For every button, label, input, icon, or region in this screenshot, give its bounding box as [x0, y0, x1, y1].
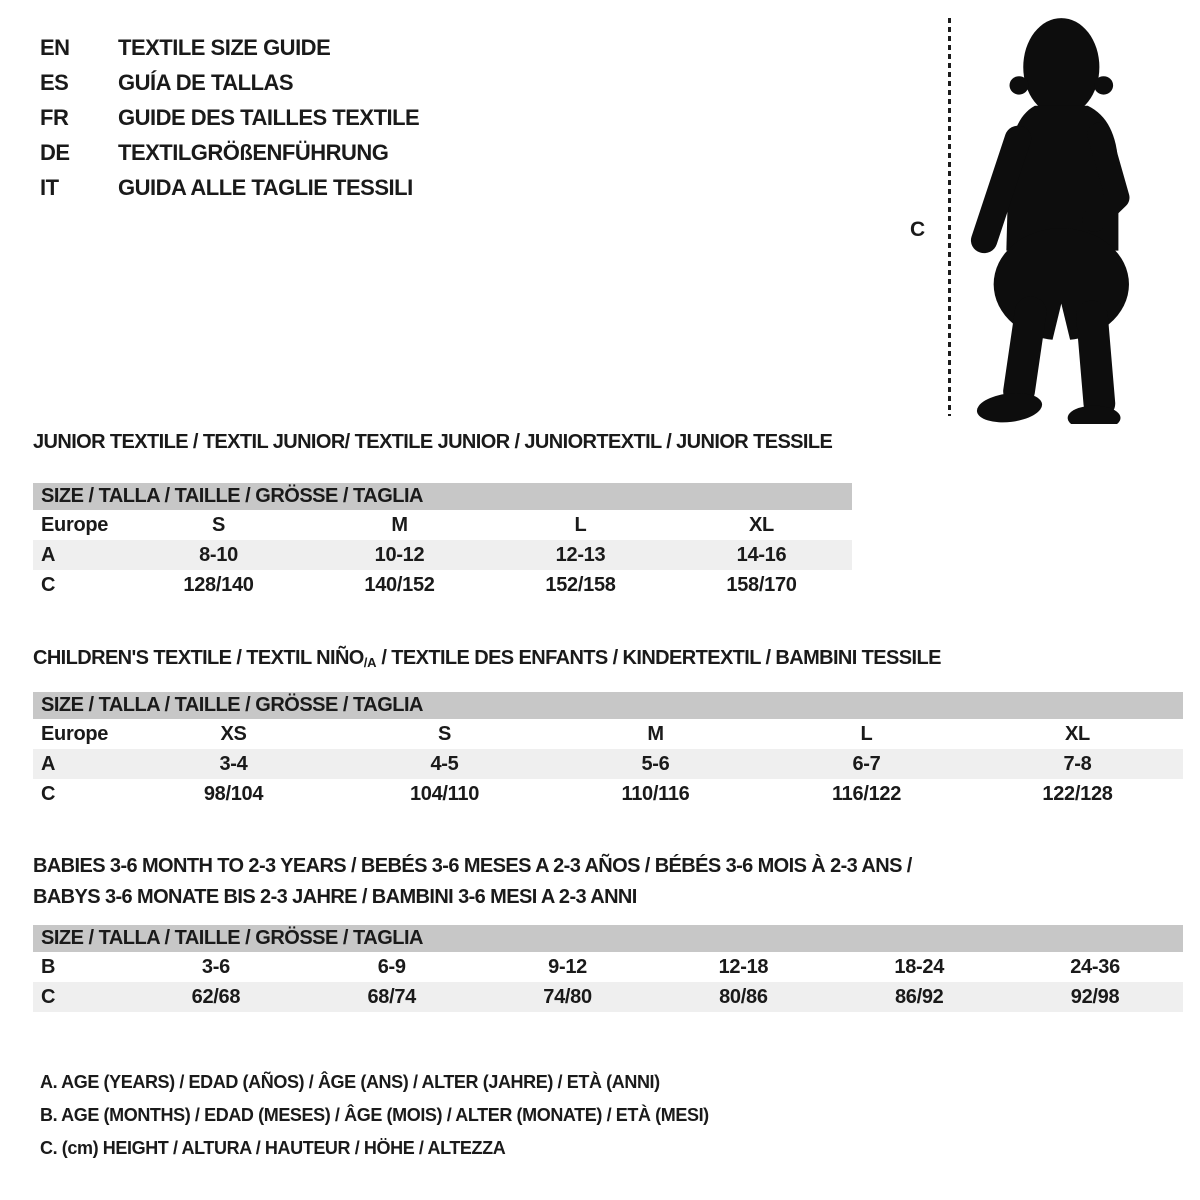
title-line-1: BABIES 3-6 MONTH TO 2-3 YEARS / BEBÉS 3-6 MESES A 2-3 AÑOS / BÉBÉS 3-6 MOIS À 2-3 ANS /: [33, 855, 912, 877]
cell: 12-13: [490, 540, 671, 570]
cell: 62/68: [128, 982, 304, 1012]
row-label: Europe: [41, 722, 109, 745]
language-code: IT: [40, 174, 59, 200]
size-header-row: [33, 483, 852, 510]
cell: 7-8: [972, 749, 1183, 779]
language-code: ES: [40, 69, 69, 95]
toddler-silhouette-icon: [963, 14, 1148, 424]
language-title-list: [40, 30, 419, 205]
size-header-bar: SIZE / TALLA / TAILLE / GRÖSSE / TAGLIA: [33, 692, 1183, 719]
children-section-title: [33, 647, 1183, 674]
junior-section-title: JUNIOR TEXTILE / TEXTIL JUNIOR/ TEXTILE JUNIOR / JUNIORTEXTIL / JUNIOR TESSILE: [33, 431, 833, 453]
table-row-age: [33, 540, 852, 570]
row-label: C: [33, 982, 128, 1012]
table-row-age: [33, 749, 1183, 779]
language-code: FR: [40, 104, 69, 130]
cell: 8-10: [128, 540, 309, 570]
legend-line-c: C. (cm) HEIGHT / ALTURA / HAUTEUR / HÖHE / ALTEZZA: [40, 1138, 506, 1158]
table-row-height: [33, 570, 852, 600]
guide-title: GUIDA ALLE TAGLIE TESSILI: [118, 174, 413, 200]
title-part: / TEXTILE DES ENFANTS / KINDERTEXTIL / BAMBINI TESSILE: [376, 647, 941, 669]
language-row-de: [40, 135, 419, 170]
cell: 104/110: [409, 782, 480, 805]
language-code: DE: [40, 139, 70, 165]
legend: [40, 1066, 709, 1165]
cell: 4-5: [339, 749, 550, 779]
size-header-row: [33, 692, 1183, 719]
cell: 74/80: [480, 982, 656, 1012]
cell: 80/86: [655, 982, 831, 1012]
table-row-months: [33, 952, 1183, 982]
cell: 152/158: [545, 573, 616, 596]
legend-line-b: B. AGE (MONTHS) / EDAD (MESES) / ÂGE (MOIS) / ALTER (MONATE) / ETÀ (MESI): [40, 1105, 709, 1125]
cell: L: [860, 722, 873, 745]
guide-title: TEXTILE SIZE GUIDE: [118, 34, 331, 60]
babies-textile-section: [33, 851, 1183, 1012]
cell: 3-4: [128, 749, 339, 779]
row-label: B: [41, 955, 56, 978]
row-label: Europe: [41, 513, 109, 536]
cell: XL: [1065, 722, 1090, 745]
cell: 116/122: [831, 782, 902, 805]
title-line-2: BABYS 3-6 MONATE BIS 2-3 JAHRE / BAMBINI 3-6 MESI A 2-3 ANNI: [33, 886, 637, 908]
row-label: A: [33, 749, 128, 779]
size-header-row: [33, 925, 1183, 952]
cell: 86/92: [831, 982, 1007, 1012]
guide-title: GUÍA DE TALLAS: [118, 69, 294, 95]
language-row-fr: [40, 100, 419, 135]
table-row-height: [33, 982, 1183, 1012]
language-row-es: [40, 65, 419, 100]
children-textile-section: [33, 647, 1183, 809]
guide-title: TEXTILGRÖßENFÜHRUNG: [118, 139, 389, 165]
height-dashed-line: [948, 18, 951, 416]
cell: 9-12: [548, 955, 587, 978]
cell: S: [437, 722, 452, 745]
language-row-it: [40, 170, 419, 205]
cell: 6-9: [377, 955, 406, 978]
cell: 5-6: [550, 749, 761, 779]
cell: M: [647, 722, 664, 745]
table-row-europe: [33, 719, 1183, 749]
cell: XL: [749, 513, 774, 536]
guide-title: GUIDE DES TAILLES TEXTILE: [118, 104, 420, 130]
cell: 122/128: [1042, 782, 1113, 805]
cell: XS: [220, 722, 247, 745]
cell: 3-6: [201, 955, 230, 978]
junior-textile-section: [33, 431, 852, 600]
size-header-bar: SIZE / TALLA / TAILLE / GRÖSSE / TAGLIA: [33, 483, 852, 510]
cell: 14-16: [671, 540, 852, 570]
size-header-bar: SIZE / TALLA / TAILLE / GRÖSSE / TAGLIA: [33, 925, 1183, 952]
cell: S: [211, 513, 226, 536]
cell: 158/170: [726, 573, 797, 596]
row-label: A: [33, 540, 128, 570]
table-row-height: [33, 779, 1183, 809]
cell: M: [391, 513, 408, 536]
language-row-en: [40, 30, 419, 65]
babies-size-table: [33, 925, 1183, 1012]
cell: 140/152: [364, 573, 435, 596]
children-size-table: [33, 692, 1183, 809]
cell: 10-12: [309, 540, 490, 570]
row-label: C: [41, 782, 56, 805]
babies-section-title: [33, 851, 1183, 913]
cell: 92/98: [1007, 982, 1183, 1012]
cell: 68/74: [304, 982, 480, 1012]
height-measure-label: C: [910, 218, 926, 241]
cell: 110/116: [621, 782, 690, 805]
cell: 98/104: [203, 782, 264, 805]
junior-size-table: [33, 483, 852, 600]
cell: 12-18: [718, 955, 769, 978]
legend-line-a: A. AGE (YEARS) / EDAD (AÑOS) / ÂGE (ANS) / ALTER (JAHRE) / ETÀ (ANNI): [40, 1072, 660, 1092]
row-label: C: [41, 573, 56, 596]
table-row-europe: [33, 510, 852, 540]
title-part: CHILDREN'S TEXTILE / TEXTIL NIÑO: [33, 647, 364, 669]
cell: 128/140: [183, 573, 254, 596]
cell: L: [574, 513, 587, 536]
cell: 18-24: [894, 955, 945, 978]
language-code: EN: [40, 34, 70, 60]
cell: 6-7: [761, 749, 972, 779]
cell: 24-36: [1070, 955, 1120, 978]
title-subscript: /A: [363, 655, 377, 670]
